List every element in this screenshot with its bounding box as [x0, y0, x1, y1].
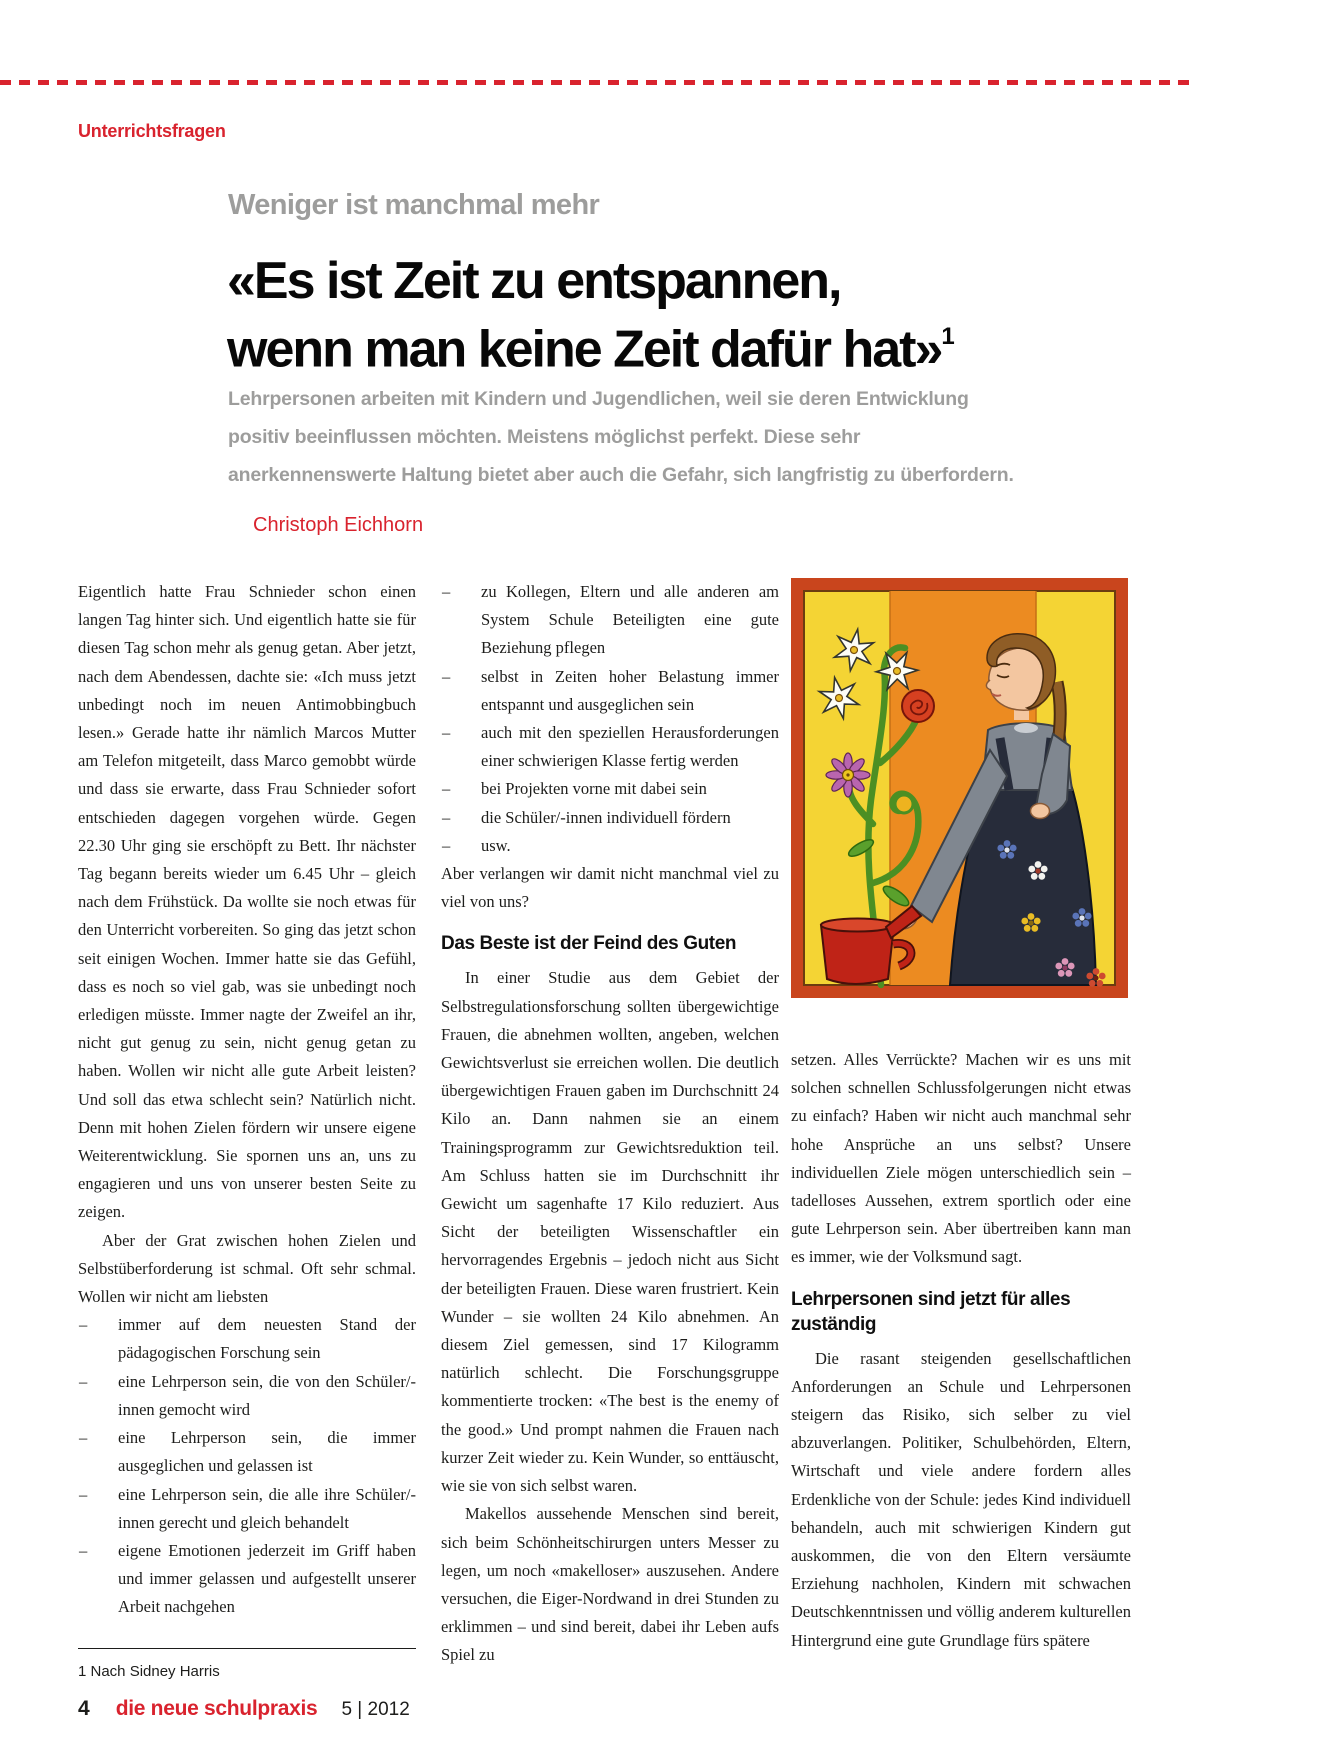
paragraph: Die rasant steigenden gesellschaftlichen Anforderungen an Schule und Lehrpersonen steigern das Risiko, sich selber zu viel abzuverlangen. Politiker, Schulbehörden, Eltern, Wirtschaft und viele andere fordern alles Erdenkliche von der Schule: jedes Kind individuell behandeln, auch mit schwierigen Kindern gut auskommen, die von den Eltern versäumte Erziehung nachholen, Kindern mit schwachen Deutschkenntnissen und völlig anderem kulturellen Hintergrund eine gute Grundlage fürs spätere — [791, 1348, 1132, 1650]
rose-icon — [902, 690, 934, 722]
bullet-item: – selbst in Zeiten hoher Belastung immer entspannt und ausgeglichen sein — [441, 663, 779, 719]
paragraph: In einer Studie aus dem Gebiet der Selbstregulationsforschung sollten übergewichtige Frauen, die abnehmen wollten, angeben, welchen Gewichtsverlust sie erreichen wollen. Die deutlich übergewichtigen Frauen gaben im Durchschnitt 24 Kilo an. Dann nahmen sie an einem Trainingsprogramm zur Gewichtsreduktion teil. Am Schluss hatten sie im Durchschnitt ihr Gewicht um sagenhafte 17 Kilo reduziert. Aus Sicht der beteiligten Wissenschaftler ein hervorragendes Ergebnis – jedoch nicht aus Sicht der beteiligten Frauen. Diese waren frustriert. Kein Wunder – sie wollten 24 Kilo abnehmen. An diesem Ziel gemessen, sind 17 Kilogramm natürlich schlecht. Die Forschungsgruppe kommentierte trocken: «The best is the enemy of the good.» Und prompt nahmen die Frauen nach kurzer Zeit wieder zu. Kein Wunder, so enttäuscht, wie sie von sich selbst waren. — [441, 968, 779, 1496]
section-heading: Lehrpersonen sind jetzt für alles zuständig — [791, 1288, 1071, 1335]
magazine-title: die neue schulpraxis — [115, 1697, 318, 1720]
page-footer — [78, 1697, 410, 1721]
illustration-woman-watering-flowers — [791, 578, 1128, 998]
bullet-item: – eine Lehrperson sein, die immer ausgeglichen und gelassen ist — [78, 1424, 416, 1480]
issue-label: 5 | 2012 — [341, 1699, 410, 1720]
bullet-item: – eigene Emotionen jederzeit im Griff haben und immer gelassen und aufgestellt unserer Arbeit nachgehen — [78, 1537, 416, 1622]
paragraph: Makellos aussehende Menschen sind bereit, sich beim Schönheitschirurgen unters Messer zu legen, um noch «makelloser» auszusehen. Andere versuchen, die Eiger-Nordwand in drei Stunden zu erklimmen – und sind bereit, dabei ihr Leben aufs Spiel zu — [441, 1504, 779, 1665]
bullet-item: – zu Kollegen, Eltern und alle anderen am System Schule Beteiligten eine gute Beziehung pflegen — [441, 578, 779, 663]
bullet-item: – eine Lehrperson sein, die von den Schüler/-innen gemocht wird — [78, 1368, 416, 1424]
section-heading: Das Beste ist der Feind des Guten — [441, 933, 737, 955]
bullet-list — [78, 1311, 416, 1621]
article-title — [227, 252, 955, 379]
paragraph: setzen. Alles Verrückte? Machen wir es uns mit solchen schnellen Schlussfolgerungen nicht etwas zu einfach? Haben wir nicht auch manchmal sehr hohe Ansprüche an uns selbst? Unsere individuellen Ziele mögen unterschiedlich sein – tadelloses Aussehen, extrem sportlich oder eine gute Lehrperson sein. Aber übertreiben kann man es immer, wie der Volksmund sagt. — [791, 1050, 1131, 1267]
bullet-item: – auch mit den speziellen Herausforderungen einer schwierigen Klasse fertig werden — [441, 719, 779, 775]
footnote — [78, 1648, 416, 1686]
author-byline: Christoph Eichhorn — [253, 514, 424, 536]
column-3-text — [791, 1046, 1131, 1655]
section-kicker: Unterrichtsfragen — [78, 121, 226, 141]
article-subtitle: Weniger ist manchmal mehr — [228, 189, 600, 221]
body-column-3 — [791, 578, 1131, 1655]
body-column-1 — [78, 578, 416, 1686]
body-column-2 — [441, 578, 779, 1670]
article-lead: Lehrpersonen arbeiten mit Kindern und Jugendlichen, weil sie deren Entwicklung positiv beeinflussen möchten. Meistens möglichst perfekt. Diese sehr anerkennenswerte Haltung bietet aber auch die Gefahr, sich langfristig zu überfordern. — [228, 388, 1014, 486]
bullet-item: – immer auf dem neuesten Stand der pädagogischen Forschung sein — [78, 1311, 416, 1367]
purple-flower-icon — [826, 753, 870, 797]
bullet-list — [441, 578, 779, 860]
paragraph: Aber der Grat zwischen hohen Zielen und Selbstüberforderung ist schmal. Oft sehr schmal. Wollen wir nicht am liebsten — [78, 1230, 416, 1307]
page-number: 4 — [78, 1697, 90, 1720]
title-footnote-marker: 1 — [941, 323, 955, 350]
article-title-line1: «Es ist Zeit zu entspannen, — [227, 252, 841, 310]
paragraph: Aber verlangen wir damit nicht manchmal viel zu viel von uns? — [441, 864, 779, 912]
article-title-line2: wenn man keine Zeit dafür hat» — [227, 320, 942, 379]
bullet-item: – usw. — [441, 832, 779, 860]
top-dashed-rule — [0, 80, 1193, 85]
bud-icon — [895, 795, 913, 813]
bullet-item: – die Schüler/-innen individuell fördern — [441, 804, 779, 832]
footnote-text: 1 Nach Sidney Harris — [78, 1662, 220, 1680]
paragraph: Eigentlich hatte Frau Schnieder schon einen langen Tag hinter sich. Und eigentlich hatte sie für diesen Tag schon mehr als genug getan. Aber jetzt, nach dem Abendessen, dachte sie: «Ich muss jetzt unbedingt noch im neuen Antimobbingbuch lesen.» Gerade hatte ihr nämlich Marcos Mutter am Telefon mitgeteilt, dass Marco gemobbt würde und dass sie erwarte, dass Frau Schnieder sofort entschieden dagegen vorgehen würde. Gegen 22.30 Uhr ging sie erschöpft zu Bett. Ihr nächster Tag begann bereits wieder um 6.45 Uhr – gleich nach dem Frühstück. Da wollte sie noch etwas für den Unterricht vorbereiten. So ging das jetzt schon seit einigen Wochen. Immer hatte sie das Gefühl, dass es noch so viel gab, was sie unbedingt noch erledigen müsste. Immer nagte der Zweifel an ihr, nicht gut genug zu sein, nicht genug getan zu haben. Wollen wir nicht alle gute Arbeit leisten? Und soll das etwa schlecht sein? Natürlich nicht. Denn mit hohen Zielen fördern wir unsere eigene Weiterentwicklung. Sie spornen uns an, uns zu engagieren und uns von unserer besten Seite zu zeigen. — [78, 582, 416, 1222]
bullet-item: – eine Lehrperson sein, die alle ihre Schüler/-innen gerecht und gleich behandelt — [78, 1481, 416, 1537]
bullet-item: – bei Projekten vorne mit dabei sein — [441, 775, 779, 803]
